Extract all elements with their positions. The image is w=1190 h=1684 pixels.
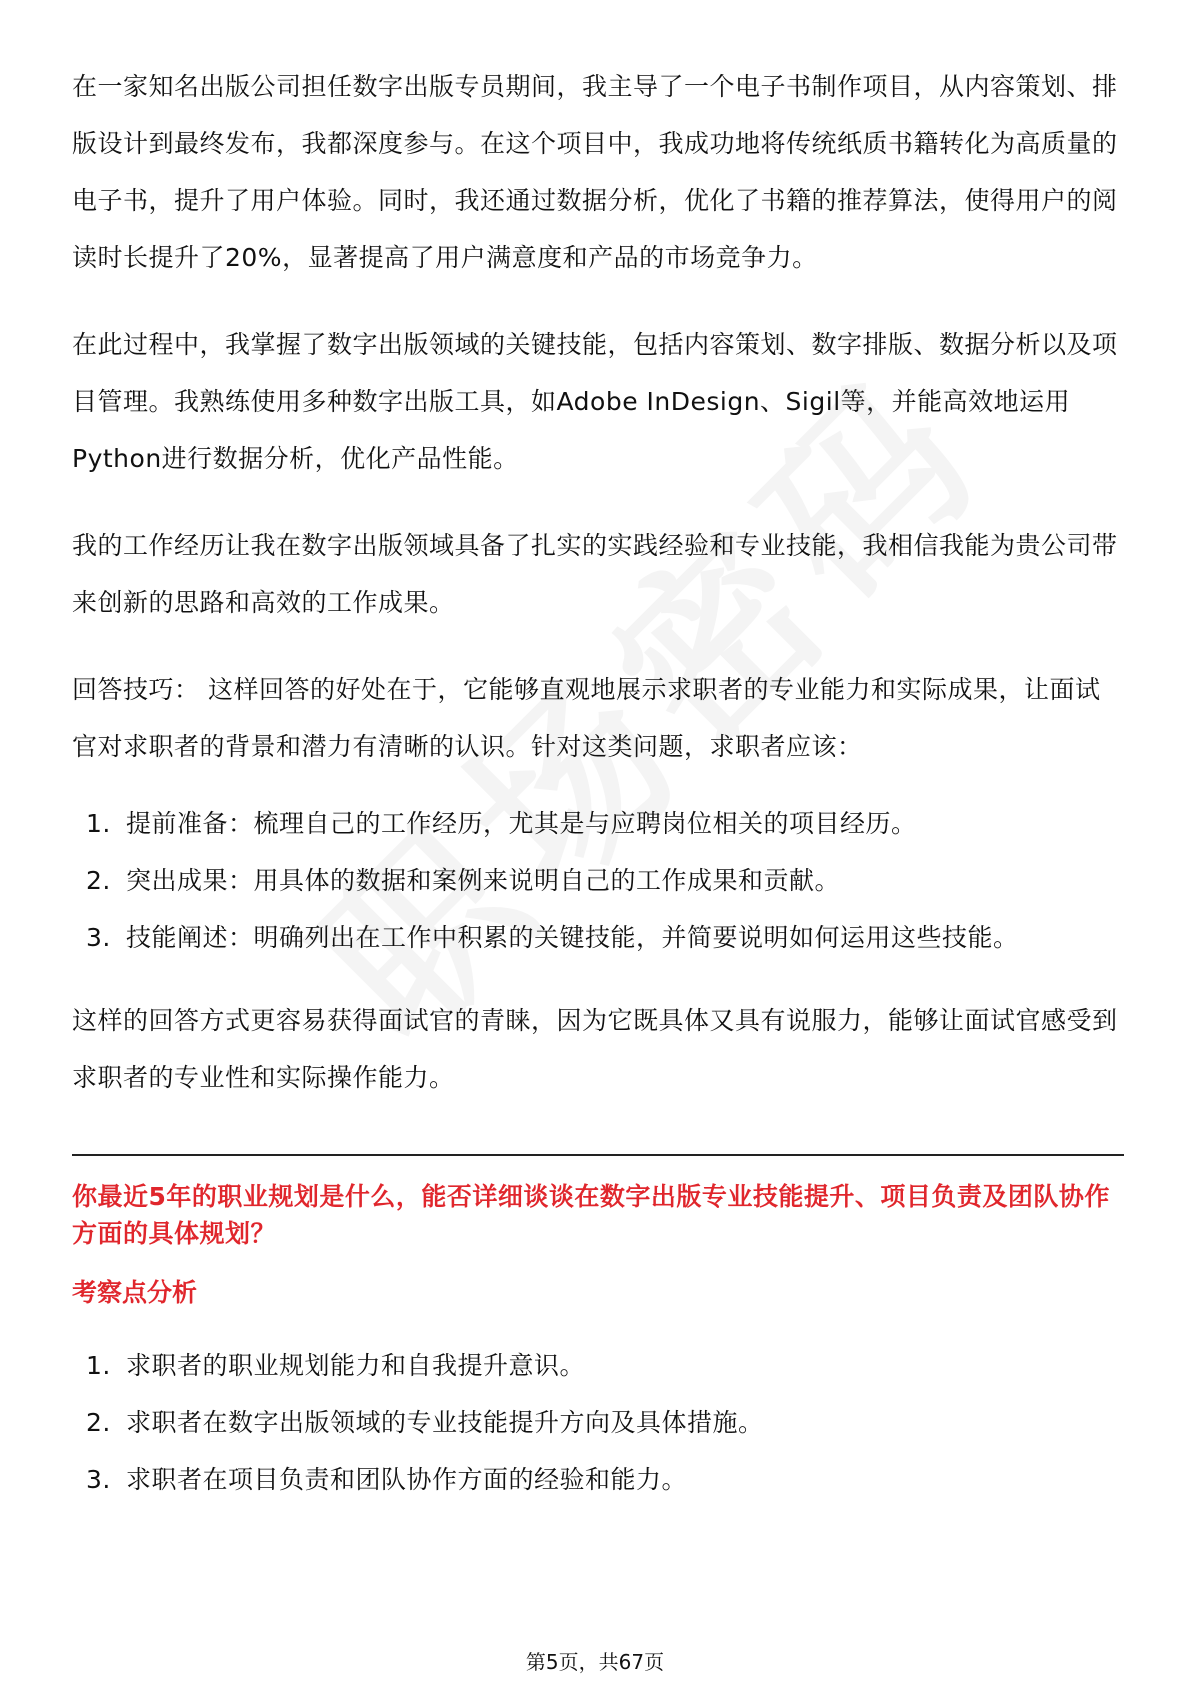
list-item xyxy=(72,909,1124,966)
paragraph-experience: 在一家知名出版公司担任数字出版专员期间，我主导了一个电子书制作项目，从内容策划、排版设计到最终发布，我都深度参与。在这个项目中，我成功地将传统纸质书籍转化为高质量的电子书，提升了用户体验。同时，我还通过数据分析，优化了书籍的推荐算法，使得用户的阅读时长提升了20%，显著提高了用户满意度和产品的市场竞争力。 xyxy=(72,72,1118,272)
analysis-heading: 考察点分析 xyxy=(72,1278,198,1307)
list-item-number: 1. xyxy=(86,809,111,838)
section-divider xyxy=(72,1154,1124,1156)
page-number: 第5页，共67页 xyxy=(525,1650,665,1674)
list-item-text: 技能阐述：明确列出在工作中积累的关键技能，并简要说明如何运用这些技能。 xyxy=(126,923,1019,952)
list-item xyxy=(72,852,1124,909)
list-item-text: 突出成果：用具体的数据和案例来说明自己的工作成果和贡献。 xyxy=(126,866,841,895)
paragraph-conclusion: 这样的回答方式更容易获得面试官的青睐，因为它既具体又具有说服力，能够让面试官感受到求职者的专业性和实际操作能力。 xyxy=(72,1006,1118,1092)
list-item-number: 3. xyxy=(86,1465,111,1494)
list-item xyxy=(72,1337,1124,1394)
list-item-text: 求职者在项目负责和团队协作方面的经验和能力。 xyxy=(126,1465,688,1494)
list-item-text: 求职者在数字出版领域的专业技能提升方向及具体措施。 xyxy=(126,1408,764,1437)
paragraph-answer-tips: 回答技巧： 这样回答的好处在于，它能够直观地展示求职者的专业能力和实际成果，让面试官对求职者的背景和潜力有清晰的认识。针对这类问题，求职者应该： xyxy=(72,675,1101,761)
list-item-number: 3. xyxy=(86,923,111,952)
list-item-number: 1. xyxy=(86,1351,111,1380)
list-item-text: 求职者的职业规划能力和自我提升意识。 xyxy=(126,1351,586,1380)
tips-list xyxy=(72,795,1124,966)
list-item xyxy=(72,1451,1124,1508)
interview-question: 你最近5年的职业规划是什么，能否详细谈谈在数字出版专业技能提升、项目负责及团队协作方面的具体规划？ xyxy=(72,1182,1110,1248)
list-item-number: 2. xyxy=(86,1408,111,1437)
list-item-number: 2. xyxy=(86,866,111,895)
page-content xyxy=(72,58,1124,1534)
paragraph-skills: 在此过程中，我掌握了数字出版领域的关键技能，包括内容策划、数字排版、数据分析以及项目管理。我熟练使用多种数字出版工具，如Adobe InDesign、Sigil等，并能高效地运用Python进行数据分析，优化产品性能。 xyxy=(72,330,1118,473)
list-item xyxy=(72,1394,1124,1451)
analysis-list xyxy=(72,1337,1124,1508)
list-item-text: 提前准备：梳理自己的工作经历，尤其是与应聘岗位相关的项目经历。 xyxy=(126,809,917,838)
list-item xyxy=(72,795,1124,852)
paragraph-summary: 我的工作经历让我在数字出版领域具备了扎实的实践经验和专业技能，我相信我能为贵公司带来创新的思路和高效的工作成果。 xyxy=(72,531,1118,617)
